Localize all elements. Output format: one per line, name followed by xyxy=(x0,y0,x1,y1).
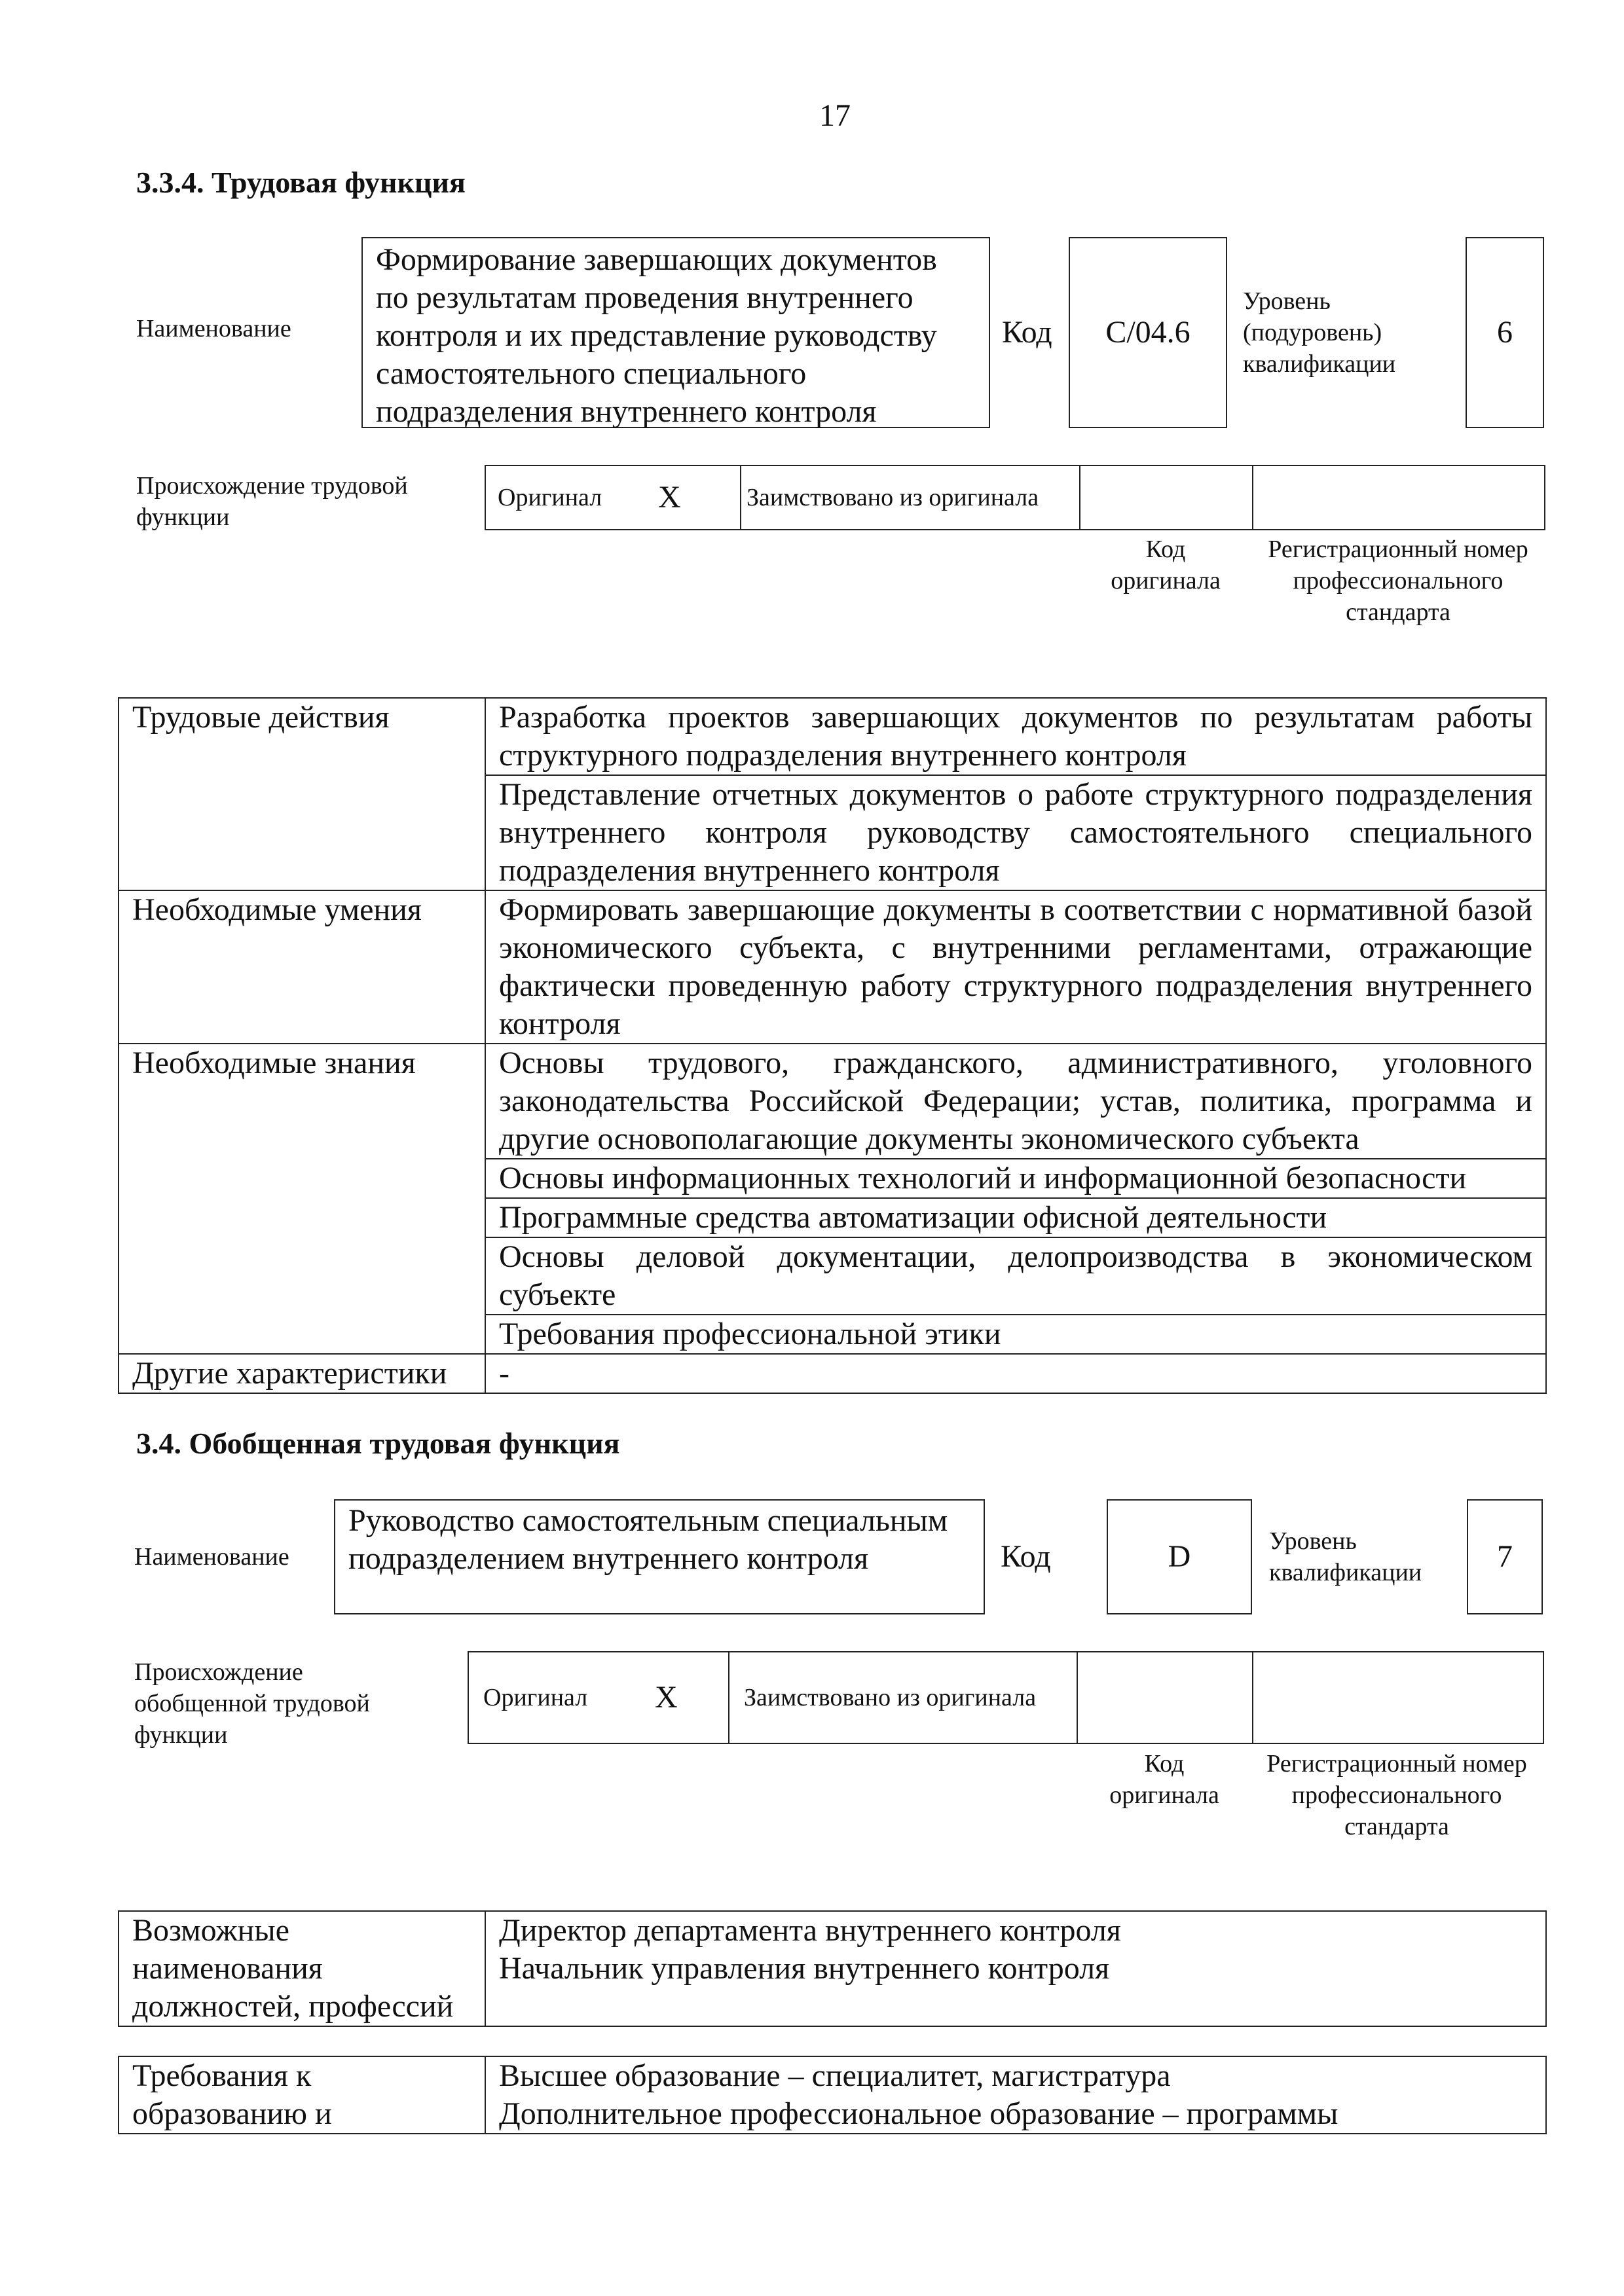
knowledge-item: Требования профессиональной этики xyxy=(485,1315,1546,1354)
knowledge-label: Необходимые знания xyxy=(119,1044,485,1354)
function-name-box xyxy=(361,237,990,428)
education-label: Требования к образованию и xyxy=(119,2056,485,2134)
section-heading-labor-function: 3.3.4. Трудовая функция xyxy=(136,166,466,199)
code-value-box xyxy=(1069,237,1227,428)
section-heading-generalized-function: 3.4. Обобщенная трудовая функция xyxy=(136,1427,620,1460)
level-value-box-2 xyxy=(1467,1499,1543,1614)
position-item: Начальник управления внутреннего контроля xyxy=(499,1951,1110,1986)
education-item: Дополнительное профессиональное образование – программы xyxy=(499,2096,1338,2131)
original-label-2: Оригинал xyxy=(483,1684,588,1711)
level-label-2 xyxy=(1269,1499,1452,1614)
level-label xyxy=(1243,237,1426,428)
generalized-name-value: Руководство самостоятельным специальным подразделением внутреннего контроля xyxy=(348,1503,948,1576)
code-label-2: Код xyxy=(1001,1539,1051,1574)
skill-item: Формировать завершающие документы в соответствии с нормативной базой экономического субъекта, с внутренними регламентами, отражающие фактически проведенную работу структурного подразделения внутреннего контроля xyxy=(485,890,1546,1044)
code-value-box-2 xyxy=(1107,1499,1252,1614)
actions-label: Трудовые действия xyxy=(119,698,485,890)
reg-number-caption-2: Регистрационный номер профессионального стандарта xyxy=(1266,1750,1527,1840)
other-value: - xyxy=(485,1354,1546,1393)
origin-label-2: Происхождение обобщенной трудовой функции xyxy=(134,1658,370,1749)
knowledge-item: Основы деловой документации, делопроизводства в экономическом субъекте xyxy=(485,1237,1546,1315)
code-original-caption-2: Код оригинала xyxy=(1109,1750,1219,1809)
borrowed-label-text-2: Заимствовано из оригинала xyxy=(744,1684,1037,1711)
level-value-box xyxy=(1466,237,1544,428)
page-number: 17 xyxy=(819,98,851,133)
action-item: Разработка проектов завершающих документов по результатам работы структурного подразделения внутреннего контроля xyxy=(485,698,1546,775)
borrowed-label-2 xyxy=(744,1651,1071,1744)
name-label-2: Наименование xyxy=(134,1543,289,1571)
labor-function-table xyxy=(118,697,1547,1394)
education-item: Высшее образование – специалитет, магистратура xyxy=(499,2058,1171,2093)
original-mark: X xyxy=(658,480,681,515)
level-label-text: Уровень (подуровень) квалификации xyxy=(1243,287,1396,378)
skills-label: Необходимые умения xyxy=(119,890,485,1044)
education-table xyxy=(118,2056,1547,2134)
reg-number-caption: Регистрационный номер профессионального стандарта xyxy=(1268,536,1528,626)
position-item: Директор департамента внутреннего контроля xyxy=(499,1913,1121,1948)
knowledge-item: Программные средства автоматизации офисной деятельности xyxy=(485,1198,1546,1237)
knowledge-item: Основы информационных технологий и информационной безопасности xyxy=(485,1159,1546,1198)
other-label: Другие характеристики xyxy=(119,1354,485,1393)
positions-label: Возможные наименования должностей, профессий xyxy=(119,1911,485,2026)
function-name-value: Формирование завершающих документов по результатам проведения внутреннего контроля и их представление руководству самостоятельного специального подразделения внутреннего контроля xyxy=(376,242,937,429)
code-original-caption: Код оригинала xyxy=(1111,536,1221,594)
positions-list xyxy=(485,1911,1546,2026)
action-item: Представление отчетных документов о работе структурного подразделения внутреннего контроля руководству самостоятельного специального подразделения внутреннего контроля xyxy=(485,775,1546,890)
level-value-2: 7 xyxy=(1497,1539,1513,1574)
knowledge-item: Основы трудового, гражданского, административного, уголовного законодательства Российской Федерации; устав, политика, программа и другие основополагающие документы экономического субъекта xyxy=(485,1044,1546,1159)
borrowed-label xyxy=(747,465,1074,530)
borrowed-label-text: Заимствовано из оригинала xyxy=(747,484,1039,511)
name-label: Наименование xyxy=(136,315,291,342)
origin-label: Происхождение трудовой функции xyxy=(136,472,408,531)
code-label: Код xyxy=(1002,315,1052,350)
code-value-2: D xyxy=(1168,1539,1191,1574)
generalized-name-box xyxy=(334,1499,985,1614)
positions-table xyxy=(118,1910,1547,2027)
original-mark-2: X xyxy=(655,1680,678,1715)
code-value: С/04.6 xyxy=(1105,315,1190,350)
original-label: Оригинал xyxy=(498,484,602,511)
level-label-text-2: Уровень квалификации xyxy=(1269,1527,1422,1586)
level-value: 6 xyxy=(1497,315,1513,350)
education-list xyxy=(485,2056,1546,2134)
